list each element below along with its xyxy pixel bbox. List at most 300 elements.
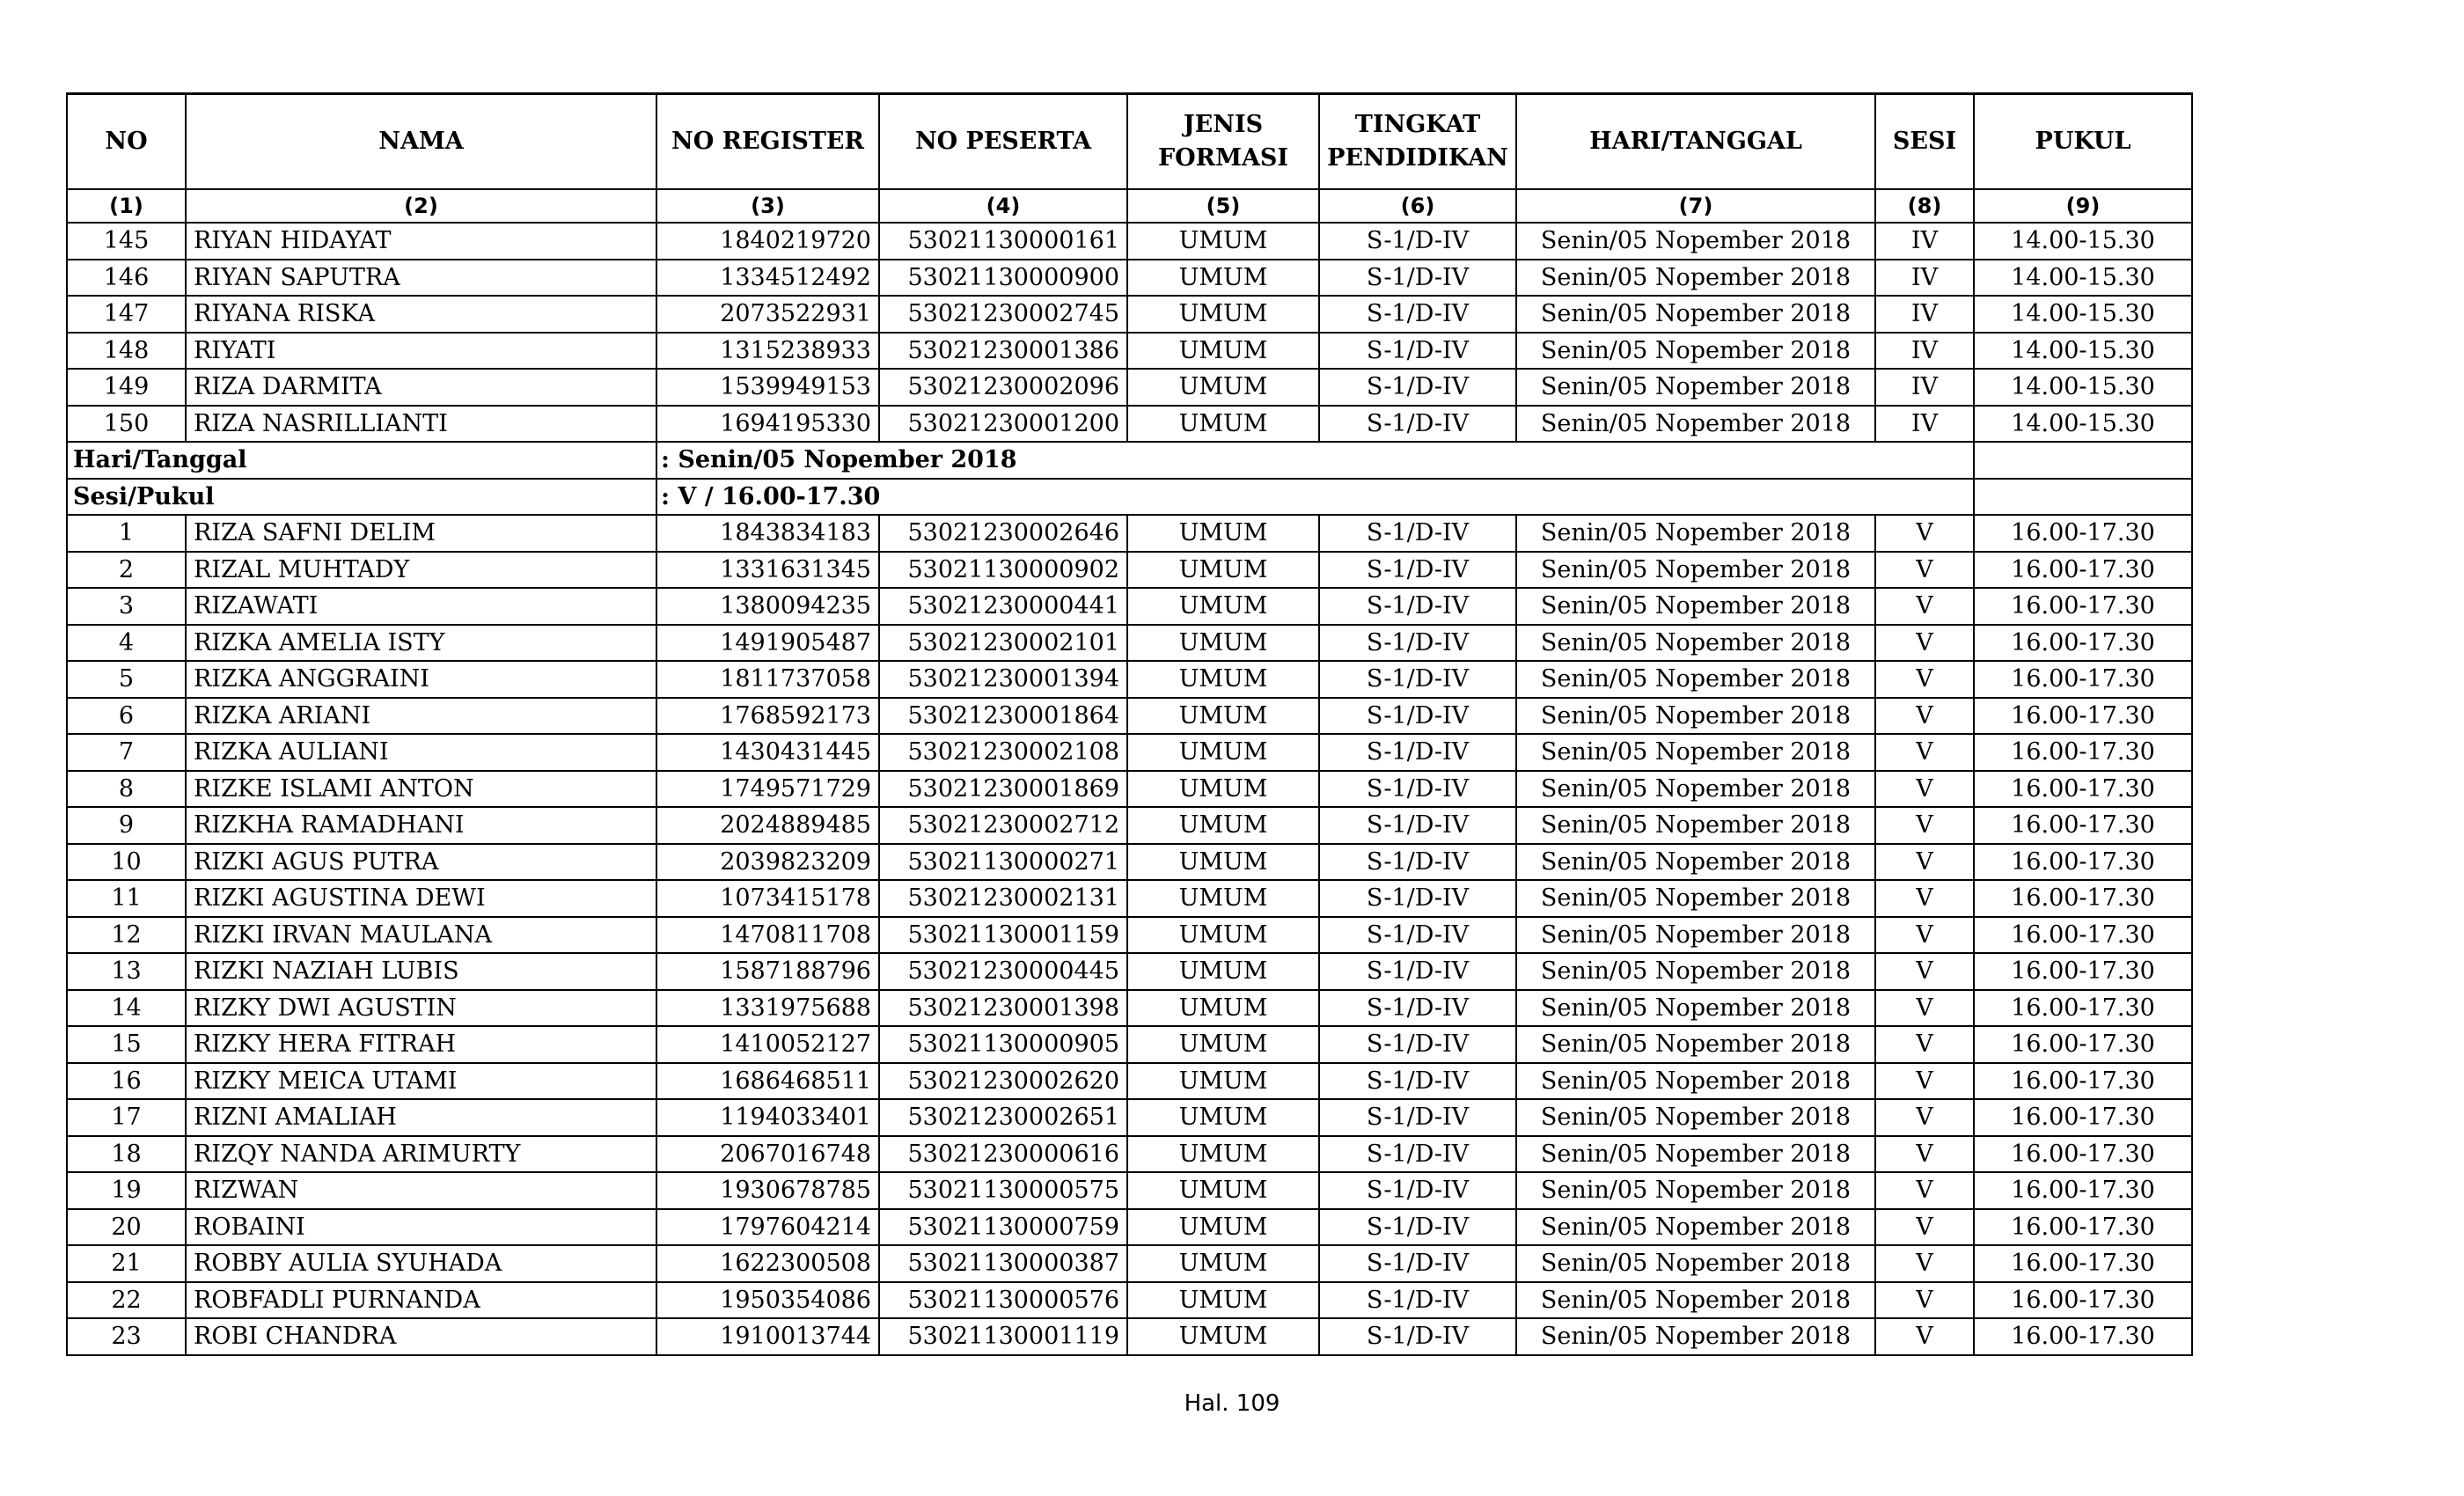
row-number: 10	[67, 844, 186, 881]
row-pukul: 16.00-17.30	[1974, 1063, 2192, 1100]
table-row	[67, 1136, 2192, 1173]
row-no-register: 1334512492	[656, 260, 879, 297]
row-no-peserta: 53021130000902	[879, 552, 1127, 589]
row-number: 12	[67, 917, 186, 954]
row-number: 15	[67, 1026, 186, 1063]
row-hari-tanggal: Senin/05 Nopember 2018	[1516, 369, 1875, 406]
row-jenis-formasi: UMUM	[1127, 661, 1319, 698]
row-no-peserta: 53021130000905	[879, 1026, 1127, 1063]
row-tingkat-pendidikan: S-1/D-IV	[1319, 990, 1516, 1027]
row-pukul: 16.00-17.30	[1974, 953, 2192, 990]
row-nama: RIZKA ARIANI	[186, 698, 656, 735]
row-pukul: 14.00-15.30	[1974, 296, 2192, 333]
table-row	[67, 807, 2192, 844]
row-no-peserta: 53021230001386	[879, 333, 1127, 370]
table-row	[67, 953, 2192, 990]
row-jenis-formasi: UMUM	[1127, 1099, 1319, 1136]
row-sesi: V	[1875, 515, 1974, 552]
row-sesi: V	[1875, 1318, 1974, 1355]
row-tingkat-pendidikan: S-1/D-IV	[1319, 1209, 1516, 1246]
column-number: (5)	[1127, 189, 1319, 223]
rows-session-iv	[67, 223, 2192, 442]
row-sesi: IV	[1875, 369, 1974, 406]
row-jenis-formasi: UMUM	[1127, 333, 1319, 370]
table-row	[67, 734, 2192, 771]
row-number: 16	[67, 1063, 186, 1100]
row-jenis-formasi: UMUM	[1127, 734, 1319, 771]
table-row	[67, 296, 2192, 333]
table-row	[67, 552, 2192, 589]
row-tingkat-pendidikan: S-1/D-IV	[1319, 588, 1516, 625]
row-jenis-formasi: UMUM	[1127, 588, 1319, 625]
row-nama: RIZKA AULIANI	[186, 734, 656, 771]
row-no-register: 1470811708	[656, 917, 879, 954]
row-hari-tanggal: Senin/05 Nopember 2018	[1516, 333, 1875, 370]
row-nama: RIZA NASRILLIANTI	[186, 406, 656, 443]
row-no-peserta: 53021230002096	[879, 369, 1127, 406]
row-jenis-formasi: UMUM	[1127, 771, 1319, 808]
row-number: 20	[67, 1209, 186, 1246]
row-jenis-formasi: UMUM	[1127, 990, 1319, 1027]
row-sesi: V	[1875, 1063, 1974, 1100]
row-no-register: 1840219720	[656, 223, 879, 260]
row-nama: RIYAN HIDAYAT	[186, 223, 656, 260]
row-nama: RIZAL MUHTADY	[186, 552, 656, 589]
row-no-peserta: 53021230000441	[879, 588, 1127, 625]
row-jenis-formasi: UMUM	[1127, 1282, 1319, 1319]
row-jenis-formasi: UMUM	[1127, 552, 1319, 589]
table-row	[67, 990, 2192, 1027]
row-number: 148	[67, 333, 186, 370]
session-time-spacer	[1974, 479, 2192, 516]
row-tingkat-pendidikan: S-1/D-IV	[1319, 296, 1516, 333]
table-row	[67, 698, 2192, 735]
row-nama: RIZA SAFNI DELIM	[186, 515, 656, 552]
row-no-register: 1768592173	[656, 698, 879, 735]
column-number: (8)	[1875, 189, 1974, 223]
row-pukul: 14.00-15.30	[1974, 369, 2192, 406]
row-hari-tanggal: Senin/05 Nopember 2018	[1516, 223, 1875, 260]
row-no-register: 2039823209	[656, 844, 879, 881]
row-sesi: IV	[1875, 223, 1974, 260]
header-sesi: SESI	[1875, 94, 1974, 190]
row-number: 3	[67, 588, 186, 625]
header-tingkat-pendidikan	[1319, 94, 1516, 190]
row-no-peserta: 53021130000576	[879, 1282, 1127, 1319]
session-date-label: Hari/Tanggal	[67, 442, 656, 479]
table-row	[67, 625, 2192, 662]
row-number: 9	[67, 807, 186, 844]
row-sesi: V	[1875, 1282, 1974, 1319]
row-jenis-formasi: UMUM	[1127, 880, 1319, 917]
row-nama: RIZWAN	[186, 1172, 656, 1209]
row-pukul: 16.00-17.30	[1974, 771, 2192, 808]
header-no: NO	[67, 94, 186, 190]
table-row	[67, 917, 2192, 954]
row-hari-tanggal: Senin/05 Nopember 2018	[1516, 1026, 1875, 1063]
row-no-register: 1430431445	[656, 734, 879, 771]
row-jenis-formasi: UMUM	[1127, 917, 1319, 954]
row-jenis-formasi: UMUM	[1127, 223, 1319, 260]
session-time-label: Sesi/Pukul	[67, 479, 656, 516]
header-tingkat-pendidikan-line1: TINGKAT	[1354, 111, 1481, 138]
row-nama: RIZKA AMELIA ISTY	[186, 625, 656, 662]
row-no-peserta: 53021230002101	[879, 625, 1127, 662]
row-number: 146	[67, 260, 186, 297]
row-nama: RIYANA RISKA	[186, 296, 656, 333]
row-no-register: 2073522931	[656, 296, 879, 333]
row-jenis-formasi: UMUM	[1127, 296, 1319, 333]
row-hari-tanggal: Senin/05 Nopember 2018	[1516, 1063, 1875, 1100]
row-pukul: 16.00-17.30	[1974, 734, 2192, 771]
row-hari-tanggal: Senin/05 Nopember 2018	[1516, 698, 1875, 735]
row-nama: ROBAINI	[186, 1209, 656, 1246]
row-pukul: 16.00-17.30	[1974, 1172, 2192, 1209]
row-tingkat-pendidikan: S-1/D-IV	[1319, 880, 1516, 917]
row-jenis-formasi: UMUM	[1127, 1172, 1319, 1209]
row-hari-tanggal: Senin/05 Nopember 2018	[1516, 807, 1875, 844]
row-no-register: 1811737058	[656, 661, 879, 698]
row-tingkat-pendidikan: S-1/D-IV	[1319, 807, 1516, 844]
row-pukul: 14.00-15.30	[1974, 223, 2192, 260]
row-no-register: 1194033401	[656, 1099, 879, 1136]
row-tingkat-pendidikan: S-1/D-IV	[1319, 734, 1516, 771]
row-pukul: 16.00-17.30	[1974, 698, 2192, 735]
row-number: 145	[67, 223, 186, 260]
row-nama: RIZKI NAZIAH LUBIS	[186, 953, 656, 990]
row-no-peserta: 53021130001159	[879, 917, 1127, 954]
session-date-row	[67, 442, 2192, 479]
row-number: 8	[67, 771, 186, 808]
header-hari-tanggal: HARI/TANGGAL	[1516, 94, 1875, 190]
row-number: 13	[67, 953, 186, 990]
header-no-register: NO REGISTER	[656, 94, 879, 190]
row-tingkat-pendidikan: S-1/D-IV	[1319, 1172, 1516, 1209]
row-hari-tanggal: Senin/05 Nopember 2018	[1516, 734, 1875, 771]
header-jenis-formasi-line2: FORMASI	[1157, 144, 1289, 172]
row-no-peserta: 53021230000616	[879, 1136, 1127, 1173]
row-tingkat-pendidikan: S-1/D-IV	[1319, 333, 1516, 370]
row-jenis-formasi: UMUM	[1127, 1026, 1319, 1063]
row-jenis-formasi: UMUM	[1127, 1318, 1319, 1355]
row-nama: RIZQY NANDA ARIMURTY	[186, 1136, 656, 1173]
row-nama: RIZKY HERA FITRAH	[186, 1026, 656, 1063]
row-no-register: 1843834183	[656, 515, 879, 552]
column-number-row	[67, 189, 2192, 223]
row-pukul: 16.00-17.30	[1974, 807, 2192, 844]
row-hari-tanggal: Senin/05 Nopember 2018	[1516, 771, 1875, 808]
row-jenis-formasi: UMUM	[1127, 1063, 1319, 1100]
table-row	[67, 1172, 2192, 1209]
row-nama: RIZA DARMITA	[186, 369, 656, 406]
row-sesi: V	[1875, 552, 1974, 589]
row-nama: ROBFADLI PURNANDA	[186, 1282, 656, 1319]
row-tingkat-pendidikan: S-1/D-IV	[1319, 1245, 1516, 1282]
page-number: Hal. 109	[1184, 1390, 1280, 1417]
row-tingkat-pendidikan: S-1/D-IV	[1319, 1282, 1516, 1319]
row-sesi: IV	[1875, 333, 1974, 370]
table-row	[67, 844, 2192, 881]
row-hari-tanggal: Senin/05 Nopember 2018	[1516, 515, 1875, 552]
row-no-peserta: 53021230001864	[879, 698, 1127, 735]
row-nama: RIZKI AGUS PUTRA	[186, 844, 656, 881]
row-sesi: V	[1875, 698, 1974, 735]
column-number: (3)	[656, 189, 879, 223]
row-pukul: 16.00-17.30	[1974, 844, 2192, 881]
table-row	[67, 1245, 2192, 1282]
column-number: (6)	[1319, 189, 1516, 223]
row-no-peserta: 53021130000271	[879, 844, 1127, 881]
row-sesi: IV	[1875, 406, 1974, 443]
row-sesi: V	[1875, 953, 1974, 990]
row-nama: RIYATI	[186, 333, 656, 370]
table-header	[67, 94, 2192, 224]
table-row	[67, 1282, 2192, 1319]
row-pukul: 16.00-17.30	[1974, 515, 2192, 552]
table-row	[67, 661, 2192, 698]
row-no-register: 1686468511	[656, 1063, 879, 1100]
header-pukul: PUKUL	[1974, 94, 2192, 190]
participant-schedule-table	[66, 92, 2193, 1356]
row-no-register: 1622300508	[656, 1245, 879, 1282]
row-sesi: V	[1875, 1026, 1974, 1063]
row-no-register: 1410052127	[656, 1026, 879, 1063]
table-row	[67, 880, 2192, 917]
row-pukul: 16.00-17.30	[1974, 661, 2192, 698]
row-number: 147	[67, 296, 186, 333]
row-hari-tanggal: Senin/05 Nopember 2018	[1516, 552, 1875, 589]
row-nama: RIZKY DWI AGUSTIN	[186, 990, 656, 1027]
row-nama: RIZKY MEICA UTAMI	[186, 1063, 656, 1100]
row-tingkat-pendidikan: S-1/D-IV	[1319, 369, 1516, 406]
column-number: (2)	[186, 189, 656, 223]
row-sesi: V	[1875, 917, 1974, 954]
row-hari-tanggal: Senin/05 Nopember 2018	[1516, 1282, 1875, 1319]
row-jenis-formasi: UMUM	[1127, 369, 1319, 406]
row-number: 18	[67, 1136, 186, 1173]
column-number: (4)	[879, 189, 1127, 223]
row-no-register: 1539949153	[656, 369, 879, 406]
table-row	[67, 406, 2192, 443]
row-jenis-formasi: UMUM	[1127, 807, 1319, 844]
row-number: 5	[67, 661, 186, 698]
row-tingkat-pendidikan: S-1/D-IV	[1319, 661, 1516, 698]
row-nama: RIYAN SAPUTRA	[186, 260, 656, 297]
row-pukul: 16.00-17.30	[1974, 990, 2192, 1027]
row-no-register: 1694195330	[656, 406, 879, 443]
row-tingkat-pendidikan: S-1/D-IV	[1319, 698, 1516, 735]
table-row	[67, 515, 2192, 552]
row-no-peserta: 53021230002651	[879, 1099, 1127, 1136]
row-tingkat-pendidikan: S-1/D-IV	[1319, 771, 1516, 808]
row-no-peserta: 53021230002620	[879, 1063, 1127, 1100]
row-no-register: 1315238933	[656, 333, 879, 370]
session-time-value: : V / 16.00-17.30	[656, 479, 1974, 516]
row-no-register: 1797604214	[656, 1209, 879, 1246]
row-hari-tanggal: Senin/05 Nopember 2018	[1516, 1245, 1875, 1282]
row-pukul: 16.00-17.30	[1974, 1245, 2192, 1282]
table-row	[67, 1099, 2192, 1136]
session-time-row	[67, 479, 2192, 516]
row-no-register: 1910013744	[656, 1318, 879, 1355]
row-hari-tanggal: Senin/05 Nopember 2018	[1516, 296, 1875, 333]
row-tingkat-pendidikan: S-1/D-IV	[1319, 515, 1516, 552]
row-no-register: 1950354086	[656, 1282, 879, 1319]
row-nama: ROBI CHANDRA	[186, 1318, 656, 1355]
row-nama: RIZKE ISLAMI ANTON	[186, 771, 656, 808]
row-tingkat-pendidikan: S-1/D-IV	[1319, 917, 1516, 954]
row-no-peserta: 53021230002712	[879, 807, 1127, 844]
header-row	[67, 94, 2192, 190]
row-tingkat-pendidikan: S-1/D-IV	[1319, 1099, 1516, 1136]
row-pukul: 16.00-17.30	[1974, 1136, 2192, 1173]
table-row	[67, 333, 2192, 370]
row-hari-tanggal: Senin/05 Nopember 2018	[1516, 1099, 1875, 1136]
row-no-peserta: 53021230001394	[879, 661, 1127, 698]
row-number: 21	[67, 1245, 186, 1282]
row-hari-tanggal: Senin/05 Nopember 2018	[1516, 917, 1875, 954]
row-no-peserta: 53021130000759	[879, 1209, 1127, 1246]
row-no-register: 1331631345	[656, 552, 879, 589]
row-tingkat-pendidikan: S-1/D-IV	[1319, 223, 1516, 260]
row-tingkat-pendidikan: S-1/D-IV	[1319, 552, 1516, 589]
table-row	[67, 1026, 2192, 1063]
rows-session-v	[67, 515, 2192, 1355]
row-sesi: V	[1875, 588, 1974, 625]
row-hari-tanggal: Senin/05 Nopember 2018	[1516, 880, 1875, 917]
row-nama: RIZKA ANGGRAINI	[186, 661, 656, 698]
column-number: (7)	[1516, 189, 1875, 223]
row-no-peserta: 53021130000900	[879, 260, 1127, 297]
row-pukul: 16.00-17.30	[1974, 917, 2192, 954]
row-pukul: 16.00-17.30	[1974, 1099, 2192, 1136]
row-tingkat-pendidikan: S-1/D-IV	[1319, 1026, 1516, 1063]
row-hari-tanggal: Senin/05 Nopember 2018	[1516, 844, 1875, 881]
column-number: (9)	[1974, 189, 2192, 223]
header-no-peserta: NO PESERTA	[879, 94, 1127, 190]
row-pukul: 16.00-17.30	[1974, 588, 2192, 625]
row-hari-tanggal: Senin/05 Nopember 2018	[1516, 661, 1875, 698]
row-sesi: V	[1875, 1245, 1974, 1282]
row-no-peserta: 53021130000161	[879, 223, 1127, 260]
row-number: 23	[67, 1318, 186, 1355]
table-row	[67, 771, 2192, 808]
row-hari-tanggal: Senin/05 Nopember 2018	[1516, 1172, 1875, 1209]
row-no-register: 1380094235	[656, 588, 879, 625]
header-tingkat-pendidikan-line2: PENDIDIKAN	[1327, 144, 1508, 172]
row-nama: RIZKI IRVAN MAULANA	[186, 917, 656, 954]
row-hari-tanggal: Senin/05 Nopember 2018	[1516, 588, 1875, 625]
row-sesi: V	[1875, 661, 1974, 698]
row-hari-tanggal: Senin/05 Nopember 2018	[1516, 1318, 1875, 1355]
row-no-register: 2067016748	[656, 1136, 879, 1173]
row-pukul: 14.00-15.30	[1974, 333, 2192, 370]
row-nama: ROBBY AULIA SYUHADA	[186, 1245, 656, 1282]
row-number: 22	[67, 1282, 186, 1319]
row-no-peserta: 53021230000445	[879, 953, 1127, 990]
row-no-peserta: 53021230001200	[879, 406, 1127, 443]
header-nama: NAMA	[186, 94, 656, 190]
row-no-peserta: 53021230002646	[879, 515, 1127, 552]
row-no-peserta: 53021130001119	[879, 1318, 1127, 1355]
row-no-peserta: 53021230002108	[879, 734, 1127, 771]
row-nama: RIZKI AGUSTINA DEWI	[186, 880, 656, 917]
table-row	[67, 1209, 2192, 1246]
row-pukul: 16.00-17.30	[1974, 552, 2192, 589]
row-pukul: 16.00-17.30	[1974, 1282, 2192, 1319]
session-date-value: : Senin/05 Nopember 2018	[656, 442, 1974, 479]
row-sesi: V	[1875, 1136, 1974, 1173]
row-no-register: 1930678785	[656, 1172, 879, 1209]
row-number: 7	[67, 734, 186, 771]
row-number: 4	[67, 625, 186, 662]
header-jenis-formasi-line1: JENIS	[1183, 111, 1264, 138]
table-row	[67, 260, 2192, 297]
header-jenis-formasi	[1127, 94, 1319, 190]
row-pukul: 16.00-17.30	[1974, 625, 2192, 662]
row-sesi: V	[1875, 1172, 1974, 1209]
session-date-spacer	[1974, 442, 2192, 479]
row-no-register: 1073415178	[656, 880, 879, 917]
row-tingkat-pendidikan: S-1/D-IV	[1319, 1063, 1516, 1100]
table-row	[67, 588, 2192, 625]
row-nama: RIZNI AMALIAH	[186, 1099, 656, 1136]
row-hari-tanggal: Senin/05 Nopember 2018	[1516, 990, 1875, 1027]
row-sesi: IV	[1875, 296, 1974, 333]
table-row	[67, 1318, 2192, 1355]
row-number: 2	[67, 552, 186, 589]
table-row	[67, 223, 2192, 260]
row-sesi: V	[1875, 771, 1974, 808]
table-row	[67, 1063, 2192, 1100]
row-number: 1	[67, 515, 186, 552]
row-jenis-formasi: UMUM	[1127, 625, 1319, 662]
row-tingkat-pendidikan: S-1/D-IV	[1319, 1318, 1516, 1355]
row-nama: RIZKHA RAMADHANI	[186, 807, 656, 844]
row-no-register: 1331975688	[656, 990, 879, 1027]
row-nama: RIZAWATI	[186, 588, 656, 625]
row-tingkat-pendidikan: S-1/D-IV	[1319, 260, 1516, 297]
row-no-peserta: 53021230002745	[879, 296, 1127, 333]
row-jenis-formasi: UMUM	[1127, 406, 1319, 443]
row-hari-tanggal: Senin/05 Nopember 2018	[1516, 406, 1875, 443]
row-hari-tanggal: Senin/05 Nopember 2018	[1516, 260, 1875, 297]
row-jenis-formasi: UMUM	[1127, 953, 1319, 990]
row-number: 19	[67, 1172, 186, 1209]
row-jenis-formasi: UMUM	[1127, 515, 1319, 552]
row-no-peserta: 53021130000575	[879, 1172, 1127, 1209]
row-number: 11	[67, 880, 186, 917]
row-number: 14	[67, 990, 186, 1027]
row-pukul: 14.00-15.30	[1974, 406, 2192, 443]
row-sesi: V	[1875, 880, 1974, 917]
row-number: 150	[67, 406, 186, 443]
row-tingkat-pendidikan: S-1/D-IV	[1319, 406, 1516, 443]
row-no-register: 2024889485	[656, 807, 879, 844]
row-sesi: IV	[1875, 260, 1974, 297]
row-tingkat-pendidikan: S-1/D-IV	[1319, 844, 1516, 881]
row-pukul: 16.00-17.30	[1974, 1318, 2192, 1355]
row-sesi: V	[1875, 990, 1974, 1027]
row-sesi: V	[1875, 1209, 1974, 1246]
session-info	[67, 442, 2192, 515]
row-no-peserta: 53021230001869	[879, 771, 1127, 808]
column-number: (1)	[67, 189, 186, 223]
row-sesi: V	[1875, 807, 1974, 844]
row-pukul: 16.00-17.30	[1974, 1209, 2192, 1246]
row-jenis-formasi: UMUM	[1127, 698, 1319, 735]
row-no-register: 1749571729	[656, 771, 879, 808]
